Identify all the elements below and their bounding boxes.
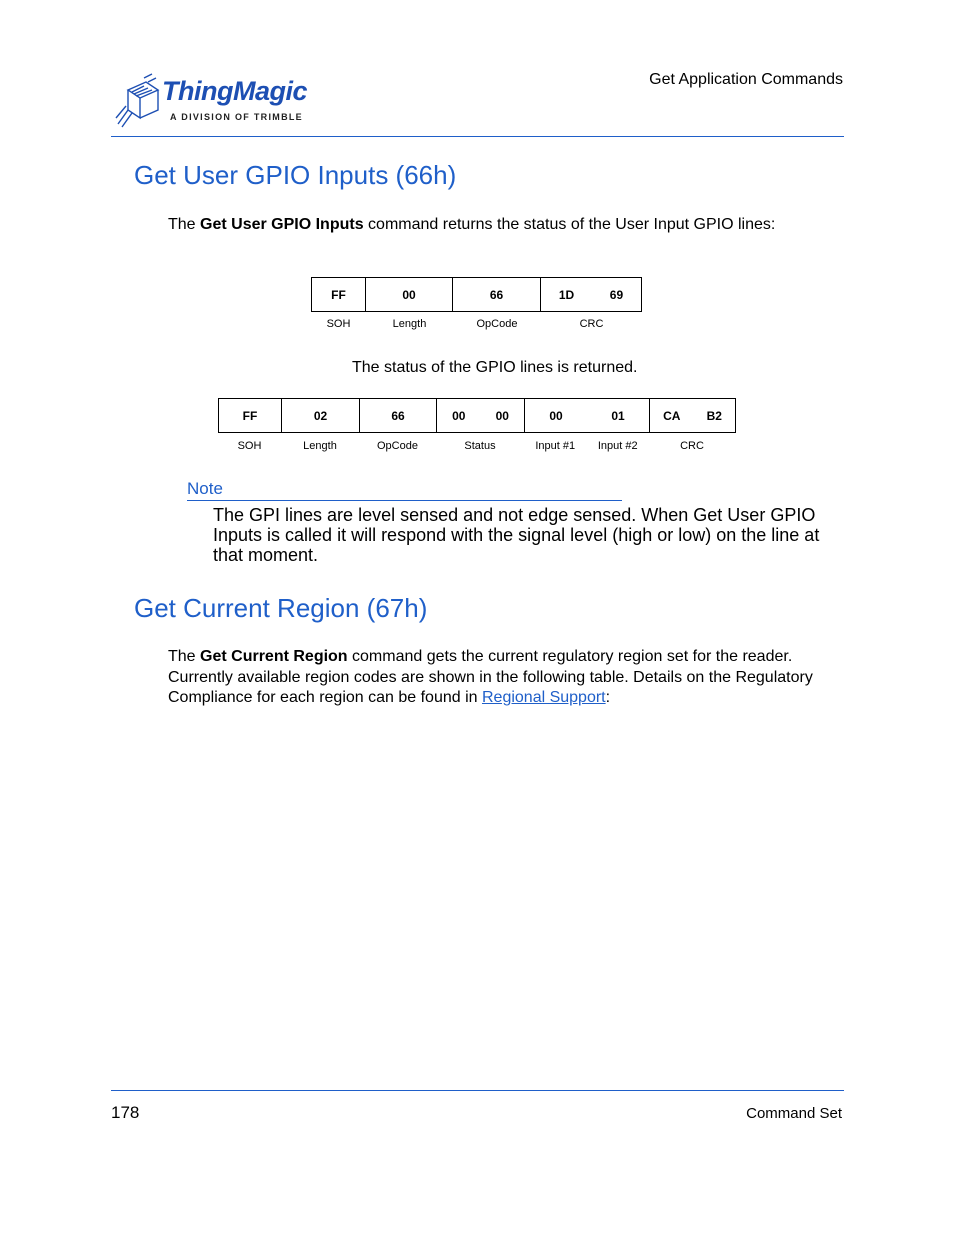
gpio-section-title: Get User GPIO Inputs (66h) [134, 160, 457, 190]
logo-wordmark: ThingMagic [162, 76, 307, 106]
response-inputs-cell [525, 399, 650, 433]
response-input1: 00 [549, 408, 563, 423]
footer-rule [111, 1090, 844, 1091]
gpio-intro-bold: Get User GPIO Inputs [200, 216, 364, 233]
region-intro-bold: Get Current Region [200, 648, 348, 665]
logo-tagline: A DIVISION OF TRIMBLE [170, 112, 303, 122]
response-label-input1: Input #1 [535, 440, 576, 452]
response-soh-cell: FF [219, 399, 282, 433]
request-crc-cell [541, 278, 642, 312]
response-crc-cell [650, 399, 736, 433]
header-rule [111, 136, 844, 137]
response-label-crc: CRC [680, 440, 704, 452]
response-label-status: Status [464, 440, 496, 452]
logo-box-icon [114, 72, 164, 132]
regional-support-link[interactable]: Regional Support [481, 689, 606, 706]
response-length-cell: 02 [282, 399, 360, 433]
request-labels [311, 318, 642, 330]
response-status2: 00 [495, 408, 509, 423]
response-label-input2: Input #2 [597, 440, 638, 452]
gpio-intro-pre: The [168, 216, 201, 233]
running-footer: Command Set [746, 1105, 842, 1122]
request-packet-table [311, 277, 642, 312]
request-label-length: Length [392, 318, 427, 330]
note-rule [187, 500, 622, 501]
gpio-intro-post: command returns the status of the User Input GPIO lines: [363, 216, 776, 233]
thingmagic-logo [114, 72, 314, 132]
request-label-opcode: OpCode [476, 318, 518, 330]
request-label-soh: SOH [326, 318, 351, 330]
note-title: Note [187, 479, 223, 498]
request-crc2: 69 [609, 287, 624, 302]
region-intro-pre: The [168, 648, 201, 665]
response-label-soh: SOH [237, 440, 262, 452]
region-intro-end: : [605, 689, 611, 706]
response-label-inputs [524, 440, 649, 452]
request-label-crc: CRC [579, 318, 604, 330]
response-opcode-cell: 66 [360, 399, 437, 433]
request-opcode-cell: 66 [453, 278, 541, 312]
response-status1: 00 [452, 408, 466, 423]
request-crc1: 1D [558, 287, 575, 302]
note-body: The GPI lines are level sensed and not edge sensed. When Get User GPIO Inputs is called it will respond with the signal level (high or low) on the line at that moment. [213, 505, 820, 565]
region-intro-post: command gets the current regulatory region set for the reader. Currently available region codes are shown in the following table. Details on the Regulatory Compliance for each region can be found in [168, 648, 813, 706]
page-number: 178 [111, 1103, 140, 1122]
response-label-opcode: OpCode [377, 440, 418, 452]
response-status-cell [437, 399, 525, 433]
response-packet-table [218, 398, 736, 433]
gpio-intro [168, 215, 848, 236]
response-crc2: B2 [706, 408, 722, 423]
request-length-cell: 00 [366, 278, 453, 312]
response-crc1: CA [663, 408, 681, 423]
running-header: Get Application Commands [649, 71, 843, 88]
response-label-length: Length [303, 440, 337, 452]
response-input2: 01 [611, 408, 625, 423]
region-intro [168, 647, 848, 709]
request-soh-cell: FF [312, 278, 366, 312]
region-section-title: Get Current Region (67h) [134, 593, 428, 623]
response-caption: The status of the GPIO lines is returned. [352, 359, 638, 376]
response-labels [218, 440, 735, 452]
